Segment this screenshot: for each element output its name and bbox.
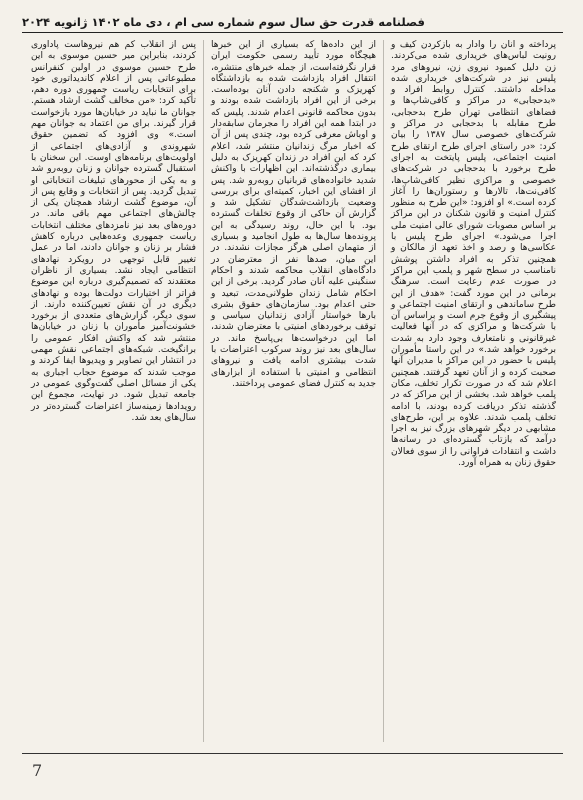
text-columns <box>24 40 563 742</box>
column-text: پرداخته و آنان را وادار به بازکردن کیف و رونیت لباس‌های خریداری شده می‌کردند. زن دلیل کمبود نیروی زن، نیروهای مرد پلیس نیز در شرکت‌های خریداری شده مداخله داشتند. کنترل روابط افراد و «بدحجابی» در مراکز و کافی‌شاپ‌ها و فضاهای انتظامی تهران طرح بدحجابی، طرح مقابله با بدحجابی در مراکز و شرکت‌های خصوصی سال ۱۳۸۷ را بیان کرد: «در راستای اجرای طرح ارتقای طرح امنیت اجتماعی، پلیس پایتخت به اجرای طرح برخورد با بدحجابی در شرکت‌های خصوصی و مراکزی نظیر کافی‌شاپ‌ها، کافی‌نت‌ها، تالارها و رستوران‌ها را آغاز کرده است.» او افزود: «این طرح به منظور کنترل امنیت و قانون شکنان در این مراکز بر اساس مصوبات شورای عالی امنیت ملی اجرا می‌شود.» اجرای طرح پلیس با عکاسی‌ها و رصد و اخذ تعهد از مالکان و همچنین تذکر به افراد داشتن پوشش نامناسب در سطح شهر و پلمب این مراکز در صورت عدم رعایت است. سرهنگ برمانی در این مورد گفت: «هدف از این طرح ساماندهی و ارتقای امنیت اجتماعی و پیشگیری از وقوع جرم است و براساس آن با شرکت‌ها و مراکزی که در آنها فعالیت غیرقانونی و نامتعارف وجود دارد به شدت برخورد خواهد شد.» در این راستا مأموران پلیس با حضور در این مراکز با مدیران آنها صحبت کرده و از آنان تعهد گرفتند. همچنین اعلام شد که در صورت تکرار تخلف، مکان پلمب خواهد شد. بخشی از این مراکز که در گذشته تذکر دریافت کرده بودند، با ادامه تخلف پلمب شدند. علاوه بر این، طرح‌های مشابهی در دیگر شهرهای بزرگ نیز به اجرا درآمد که بازتاب گسترده‌ای در رسانه‌ها داشت و انتقادات فراوانی را از سوی فعالان حقوق زنان به همراه آورد. <box>391 40 556 468</box>
column-left <box>24 40 204 742</box>
column-text: پس از انقلاب کم هم نیروهاست پاداوری کردند، بنابراین میر حسین موسوی به این طرح حسین موسوی در اولین کنفرانس مطبوعاتی پس از اعلام کاندیداتوری خود برای انتخابات ریاست جمهوری دوره دهم، تأکید کرد: «من مخالف گشت ارشاد هستم. جوانان ما نباید در خیابان‌ها مورد بازخواست قرار گیرند. برای من اعتماد به جوانان مهم است.» وی افزود که تضمین حقوق شهروندی و آزادی‌های اجتماعی از اولویت‌های برنامه‌های اوست. این سخنان با استقبال گسترده جوانان و زنان روبه‌رو شد و به یکی از محورهای تبلیغات انتخاباتی او تبدیل گردید. پس از انتخابات و وقایع پس از آن، موضوع گشت ارشاد همچنان یکی از چالش‌های اجتماعی مهم باقی ماند. در دوره‌های بعد نیز نامزدهای مختلف انتخابات ریاست جمهوری وعده‌هایی درباره کاهش فشار بر زنان و جوانان دادند، اما در عمل تغییر قابل توجهی در رویکرد نهادهای انتظامی ایجاد نشد. بسیاری از ناظران معتقدند که تصمیم‌گیری درباره این موضوع فراتر از اختیارات دولت‌ها بوده و نهادهای دیگری در آن نقش تعیین‌کننده دارند. از سوی دیگر، گزارش‌های متعددی از برخورد خشونت‌آمیز مأموران با زنان در خیابان‌ها منتشر شد که واکنش افکار عمومی را برانگیخت. شبکه‌های اجتماعی نقش مهمی در انتشار این تصاویر و ویدیوها ایفا کردند و موجب شدند که موضوع حجاب اجباری به یکی از مسائل اصلی گفت‌وگوی عمومی در جامعه تبدیل شود. در نهایت، مجموع این رویدادها زمینه‌ساز اعتراضات گسترده‌تر در سال‌های بعد شد. <box>31 40 196 423</box>
footer-divider <box>22 753 563 754</box>
column-right <box>384 40 563 742</box>
header-title: فصلنامه قدرت حق سال سوم شماره سی ام ، دی ماه ۱۴۰۲ ژانویه ۲۰۲۴ <box>22 15 425 29</box>
column-text: از این داده‌ها که بسیاری از این خبرها هیچگاه مورد تأیید رسمی حکومت ایران قرار نگرفته‌است، از جمله خبرهای منتشره، انتقال افراد بازداشت شده به بازداشتگاه کهریزک و شکنجه دادن آنان بوده‌است. برخی از این افراد بازداشت شده بودند و بدون محاکمه قانونی اعدام شدند. پلیس که در ابتدا همه این افراد را مجرمان سابقه‌دار و اوباش معرفی کرده بود، چندی پس از آن که اخبار مرگ زندانیان منتشر شد، اعلام کرد که این افراد در زندان کهریزک به دلیل بیماری درگذشته‌اند. این اظهارات با واکنش شدید خانواده‌های قربانیان روبه‌رو شد. پس از افشای این اخبار، کمیته‌ای برای بررسی وضعیت بازداشت‌شدگان تشکیل شد و گزارش آن حاکی از وقوع تخلفات گسترده بود. با این حال، روند رسیدگی به این پرونده‌ها سال‌ها به طول انجامید و بسیاری از متهمان اصلی هرگز مجازات نشدند. در این میان، صدها نفر از معترضان در دادگاه‌های انقلاب محاکمه شدند و احکام سنگینی علیه آنان صادر گردید. برخی از این احکام شامل زندان طولانی‌مدت، تبعید و حتی اعدام بود. سازمان‌های حقوق بشری بارها خواستار آزادی زندانیان سیاسی و توقف برخوردهای امنیتی با معترضان شدند، اما این درخواست‌ها بی‌پاسخ ماند. در سال‌های بعد نیز روند سرکوب اعتراضات با شدت بیشتری ادامه یافت و نیروهای انتظامی و امنیتی با استفاده از ابزارهای جدید به کنترل فضای عمومی پرداختند. <box>211 40 376 389</box>
page-number: 7 <box>32 761 43 780</box>
column-middle <box>204 40 384 742</box>
running-header <box>22 12 563 33</box>
